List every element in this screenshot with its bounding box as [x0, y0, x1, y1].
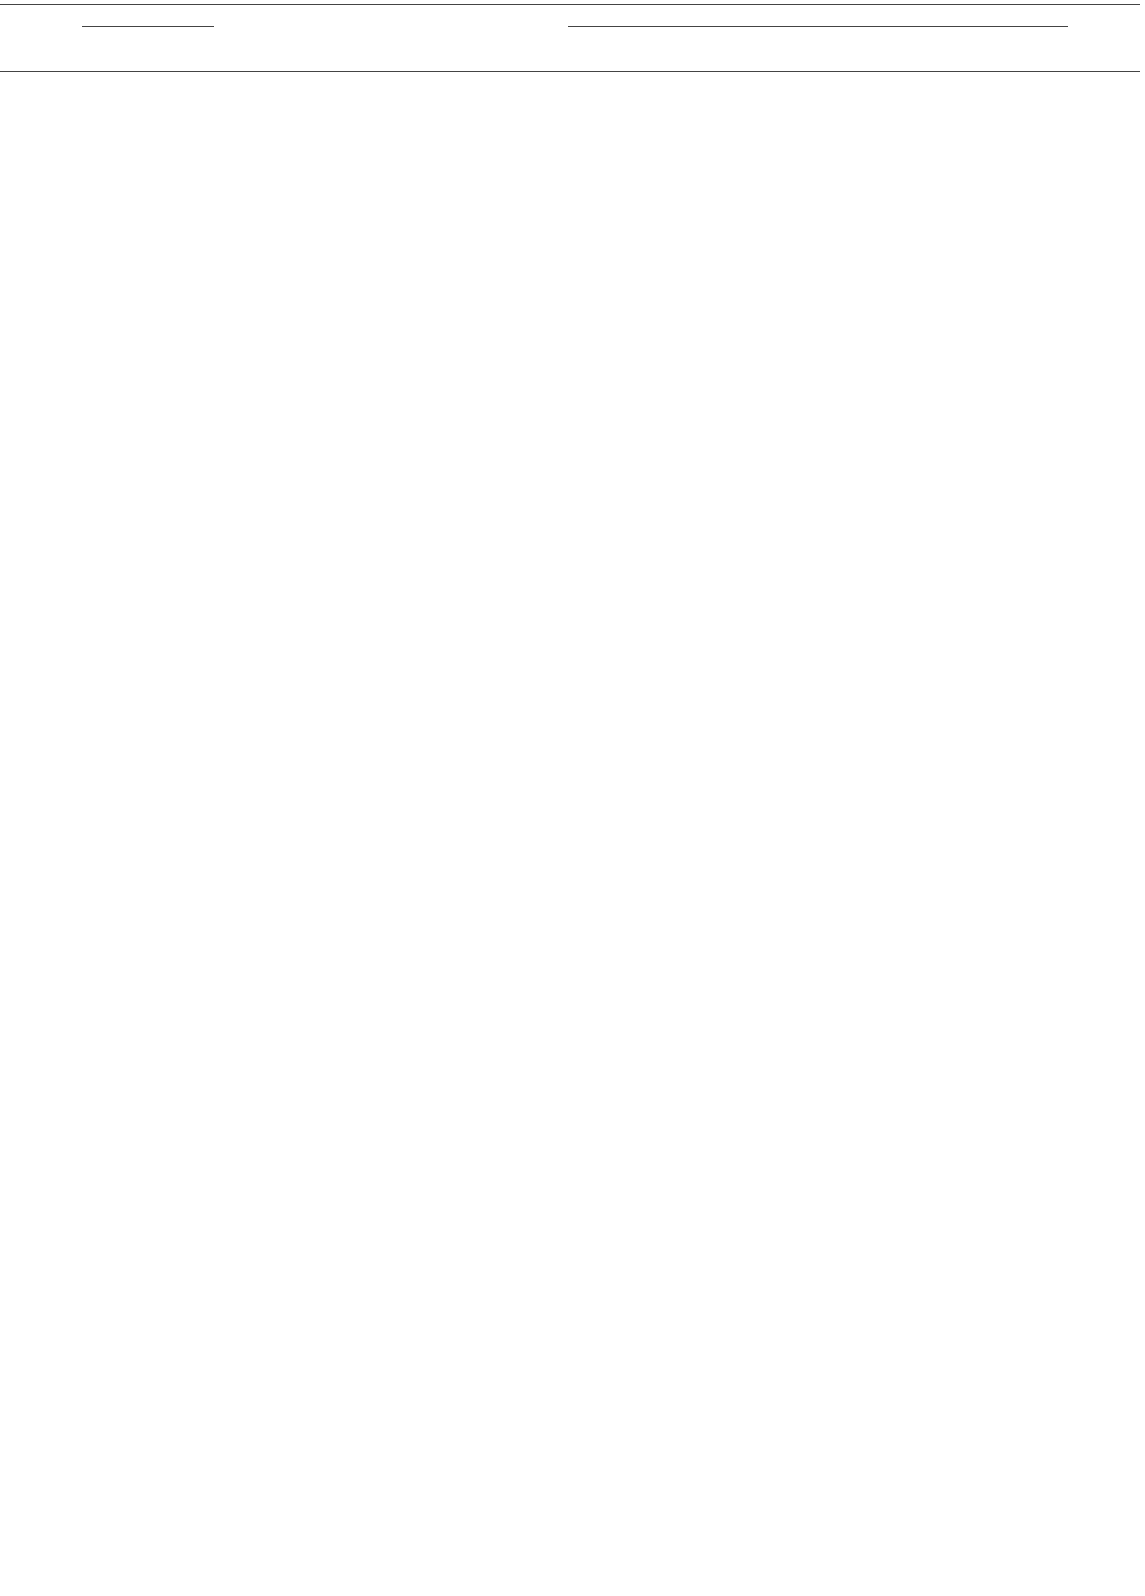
header-diagnosis: [118, 27, 214, 72]
header-author: [0, 5, 82, 72]
header-age: [214, 5, 272, 72]
header-treatment: [568, 5, 1068, 27]
case-table: [0, 4, 1140, 72]
header-oxygen: [568, 27, 669, 72]
header-outcome: [1068, 5, 1140, 72]
table-header: [0, 5, 1140, 72]
header-no: [82, 27, 118, 72]
header-kampo: [796, 27, 1068, 72]
header-stage: [495, 5, 568, 72]
header-cases: [82, 5, 214, 27]
header-pre-existing: [272, 5, 382, 72]
header-others: [669, 27, 796, 72]
header-symptoms: [382, 5, 495, 72]
document-page: [0, 4, 1145, 72]
